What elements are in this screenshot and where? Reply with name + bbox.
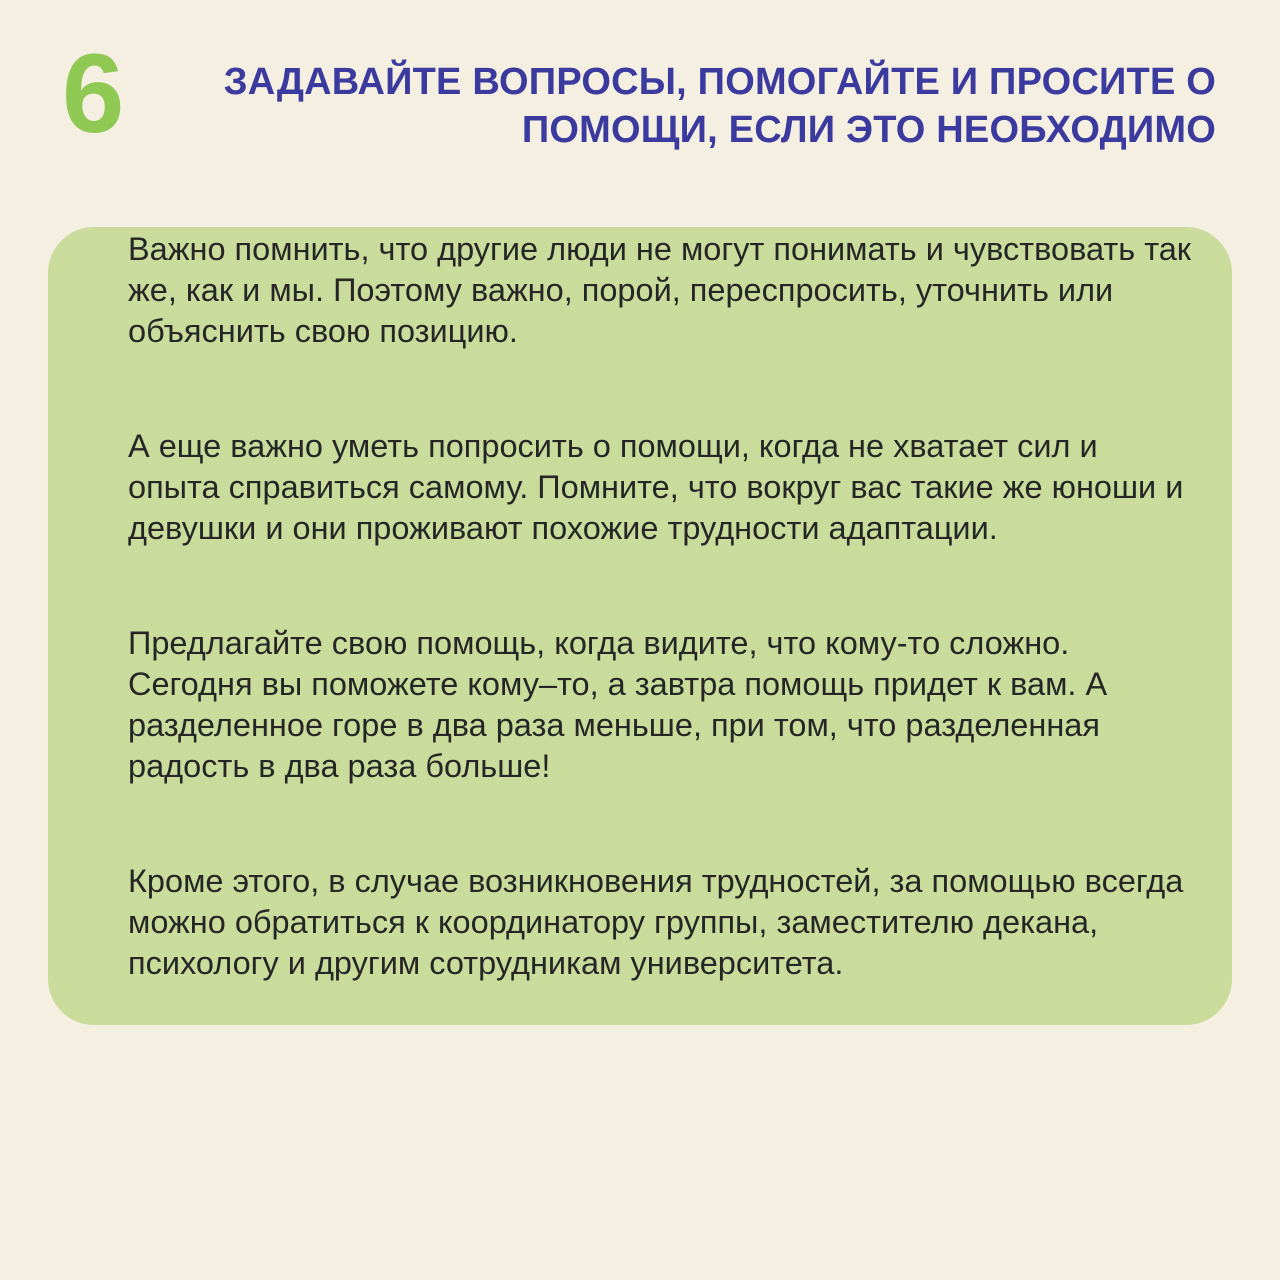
paragraph-2: А еще важно уметь попросить о помощи, когда не хватает сил и опыта справиться самому. Помните, что вокруг вас такие же юноши и девушки и они проживают похожие трудности адаптации. bbox=[128, 428, 1184, 546]
card-text bbox=[128, 229, 1198, 984]
page-title bbox=[156, 58, 1216, 154]
paragraph-3: Предлагайте свою помощь, когда видите, что кому-то сложно. Сегодня вы поможете кому–то, а завтра помощь придет к вам. А разделенное горе в два раза меньше, при том, что разделенная радость в два раза больше! bbox=[128, 625, 1108, 784]
step-number: 6 bbox=[62, 31, 125, 156]
paragraph-1: Важно помнить, что другие люди не могут понимать и чувствовать так же, как и мы. Поэтому важно, порой, переспросить, уточнить или объяснить свою позицию. bbox=[128, 231, 1192, 349]
page-title-line-2: ПОМОЩИ, ЕСЛИ ЭТО НЕОБХОДИМО bbox=[521, 109, 1216, 151]
page-title-line-1: ЗАДАВАЙТЕ ВОПРОСЫ, ПОМОГАЙТЕ И ПРОСИТЕ О bbox=[223, 61, 1216, 103]
paragraph-4: Кроме этого, в случае возникновения трудностей, за помощью всегда можно обратиться к координатору группы, заместителю декана, психологу и другим сотрудникам университета. bbox=[128, 863, 1184, 981]
